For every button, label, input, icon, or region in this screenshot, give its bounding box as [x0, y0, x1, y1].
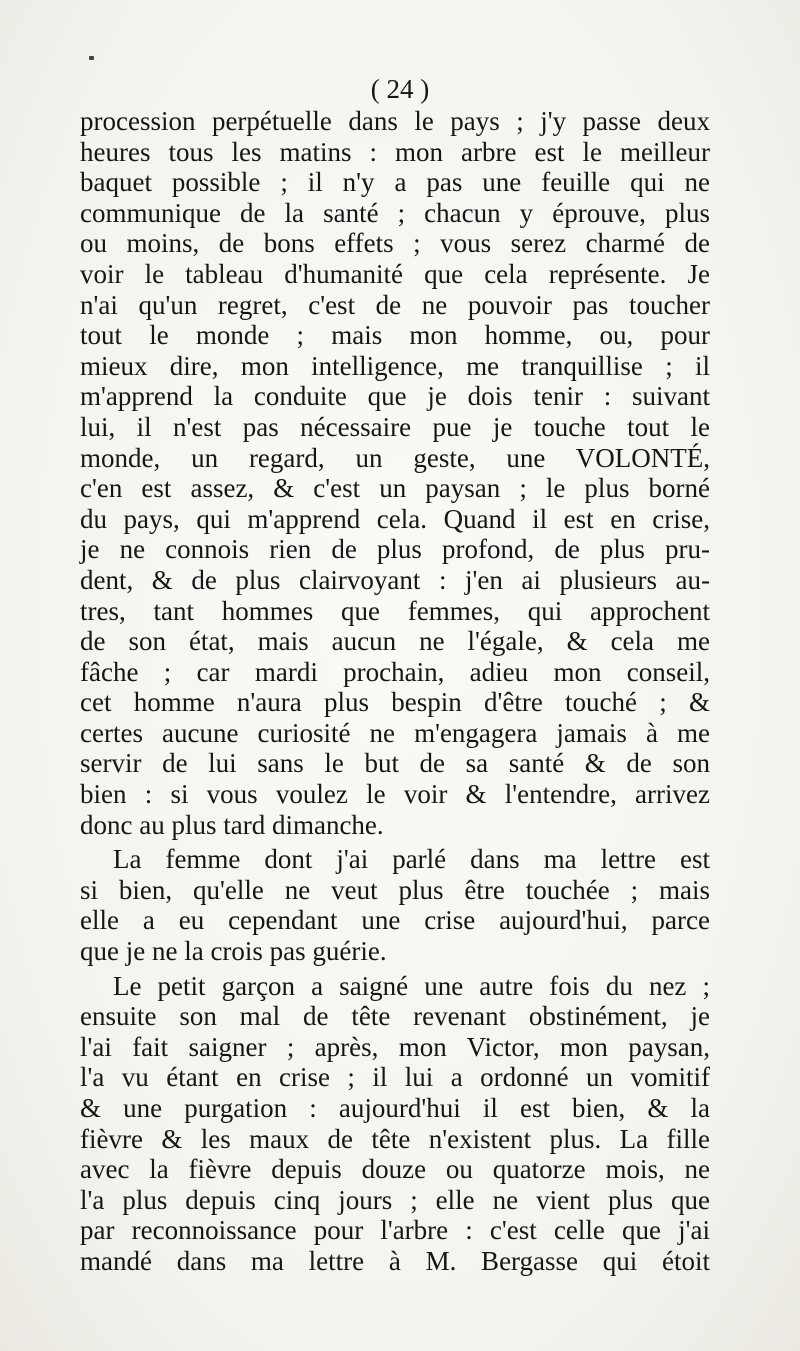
text-line: servir de lui sans le but de sa santé & de son — [80, 748, 710, 779]
text-line: fièvre & les maux de tête n'existent plus. La fille — [80, 1123, 710, 1154]
text-line: bien : si vous voulez le voir & l'entendre, arrivez — [80, 779, 710, 810]
body-text — [80, 106, 710, 1277]
text-line: l'a vu étant en crise ; il lui a ordonné un vomitif — [80, 1062, 710, 1093]
text-line: Le petit garçon a saigné une autre fois du nez ; — [113, 970, 710, 1001]
text-line: dent, & de plus clairvoyant : j'en ai plusieurs au- — [80, 564, 710, 595]
text-line: c'en est assez, & c'est un paysan ; le plus borné — [80, 473, 710, 504]
text-line: baquet possible ; il n'y a pas une feuille qui ne — [80, 167, 710, 198]
text-line: La femme dont j'ai parlé dans ma lettre est — [113, 844, 710, 875]
text-line: tres, tant hommes que femmes, qui approchent — [80, 595, 710, 626]
text-line: certes aucune curiosité ne m'engagera jamais à me — [80, 717, 710, 748]
text-line: lui, il n'est pas nécessaire pue je touche tout le — [80, 411, 710, 442]
text-line: monde, un regard, un geste, une VOLONTÉ, — [80, 442, 710, 473]
text-line: du pays, qui m'apprend cela. Quand il est en crise, — [80, 503, 710, 534]
text-line: par reconnoissance pour l'arbre : c'est celle que j'ai — [80, 1215, 710, 1246]
text-line: procession perpétuelle dans le pays ; j'y passe deux — [80, 106, 710, 136]
text-line: l'a plus depuis cinq jours ; elle ne vient plus que — [80, 1184, 710, 1215]
ink-mark — [89, 56, 94, 60]
text-line: je ne connois rien de plus profond, de plus pru- — [80, 534, 710, 565]
text-line: tout le monde ; mais mon homme, ou, pour — [80, 320, 710, 351]
text-line: mandé dans ma lettre à M. Bergasse qui étoit — [80, 1245, 710, 1276]
text-line: ou moins, de bons effets ; vous serez charmé de — [80, 228, 710, 259]
text-line: de son état, mais aucun ne l'égale, & cela me — [80, 626, 710, 657]
text-line: avec la fièvre depuis douze ou quatorze mois, ne — [80, 1154, 710, 1185]
text-line: m'apprend la conduite que je dois tenir : suivant — [80, 381, 710, 412]
text-line: elle a eu cependant une crise aujourd'hui, parce — [80, 905, 710, 936]
text-line: n'ai qu'un regret, c'est de ne pouvoir pas toucher — [80, 289, 710, 320]
text-line: heures tous les matins : mon arbre est le meilleur — [80, 136, 710, 167]
text-line: communique de la santé ; chacun y éprouve, plus — [80, 197, 710, 228]
text-line: & une purgation : aujourd'hui il est bien, & la — [80, 1093, 710, 1123]
text-line: si bien, qu'elle ne veut plus être touchée ; mais — [80, 874, 710, 905]
text-line: mieux dire, mon intelligence, me tranquillise ; il — [80, 350, 710, 381]
text-line: l'ai fait saigner ; après, mon Victor, mon paysan, — [80, 1031, 710, 1062]
text-line: cet homme n'aura plus bespin d'être touché ; & — [80, 687, 710, 718]
text-line: donc au plus tard dimanche. — [80, 809, 384, 840]
text-line: voir le tableau d'humanité que cela représente. Je — [80, 258, 710, 289]
page-number: ( 24 ) — [370, 74, 430, 104]
text-line: fâche ; car mardi prochain, adieu mon conseil, — [80, 656, 710, 687]
text-line: ensuite son mal de tête revenant obstinément, je — [80, 1001, 710, 1032]
text-line: que je ne la crois pas guérie. — [80, 936, 387, 967]
